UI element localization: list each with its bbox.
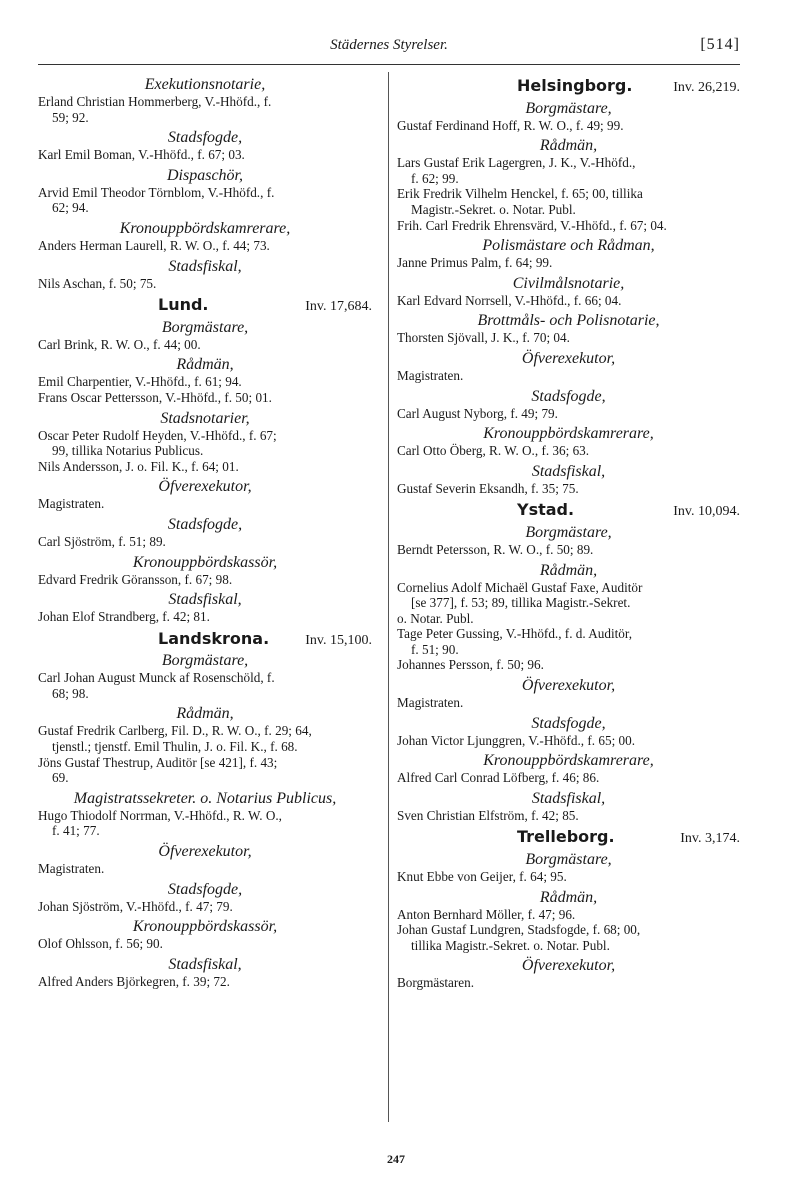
city-population: Inv. 17,684. (305, 299, 372, 315)
official-entry (397, 626, 740, 657)
city-population: Inv. 10,094. (673, 504, 740, 520)
entry-line: Carl Brink, R. W. O., f. 44; 00. (38, 336, 201, 352)
entry-line: Karl Emil Boman, V.-Hhöfd., f. 67; 03. (38, 147, 245, 163)
entry-line: Magistraten. (397, 367, 464, 383)
entry-line: Johan Elof Strandberg, f. 42; 81. (38, 609, 210, 625)
official-entry (397, 443, 740, 459)
entry-line: Carl Otto Öberg, R. W. O., f. 36; 63. (397, 443, 590, 459)
entry-line: Magistraten. (38, 496, 105, 512)
entry-line: Frih. Carl Fredrik Ehrensvärd, V.-Hhöfd., f. 67; 04. (397, 217, 667, 233)
city-name: Lund. (158, 295, 209, 315)
section-heading: Borgmästare, (161, 318, 249, 336)
city-name: Helsingborg. (517, 76, 633, 95)
official-entry (397, 611, 740, 627)
official-entry (38, 723, 372, 754)
page-reference: [514] (700, 36, 740, 53)
official-entry (38, 276, 372, 292)
entry-line: Borgmästaren. (397, 975, 475, 991)
official-entry (397, 481, 740, 497)
official-entry (397, 733, 740, 749)
section-heading: Kronouppbördskassör, (132, 918, 278, 936)
entry-line: Carl August Nyborg, f. 49; 79. (397, 405, 558, 421)
entry-line: Cornelius Adolf Michaël Gustaf Faxe, Auditör (397, 579, 643, 595)
entry-continuation: 99, tillika Notarius Publicus. (52, 443, 204, 459)
official-entry (38, 534, 372, 550)
official-entry (397, 542, 740, 558)
official-entry (397, 695, 740, 711)
official-entry (38, 861, 372, 877)
city-name: Ystad. (517, 500, 575, 520)
official-entry (38, 428, 372, 459)
left-column (38, 72, 372, 989)
entry-line: Alfred Carl Conrad Löfberg, f. 46; 86. (397, 770, 600, 786)
official-entry (38, 936, 372, 952)
entry-line: Alfred Anders Björkegren, f. 39; 72. (38, 973, 230, 989)
official-entry (38, 147, 372, 163)
official-entry (397, 118, 740, 134)
entry-continuation: 59; 92. (52, 109, 89, 125)
entry-line: Anders Herman Laurell, R. W. O., f. 44; 73. (38, 237, 270, 253)
section-heading: Kronouppbördskamrerare, (483, 752, 654, 770)
entry-line: Gustaf Ferdinand Hoff, R. W. O., f. 49; 99. (397, 117, 624, 133)
section-heading: Polismästare och Rådman, (482, 237, 655, 255)
official-entry (397, 330, 740, 346)
section-heading: Stadsfiskal, (168, 257, 242, 275)
entry-line: Magistraten. (38, 861, 105, 877)
section-heading: Rådmän, (539, 888, 598, 906)
entry-line: Janne Primus Palm, f. 64; 99. (397, 255, 553, 271)
section-heading: Borgmästare, (525, 523, 612, 541)
entry-line: Johan Sjöström, V.-Hhöfd., f. 47; 79. (38, 898, 233, 914)
section-heading: Dispaschör, (166, 166, 243, 184)
entry-line: Johan Gustaf Lundgren, Stadsfogde, f. 68; 00, (397, 922, 641, 938)
section-heading: Rådmän, (539, 561, 598, 579)
section-heading: Stadsfiskal, (168, 591, 242, 609)
entry-line: Magistraten. (397, 695, 464, 711)
section-heading: Rådmän, (176, 705, 234, 723)
official-entry (38, 374, 372, 390)
entry-line: Nils Andersson, J. o. Fil. K., f. 64; 01. (38, 458, 239, 474)
entry-line: Carl Sjöström, f. 51; 89. (38, 533, 166, 549)
entry-line: Gustaf Fredrik Carlberg, Fil. D., R. W. O., f. 29; 64, (38, 723, 312, 739)
city-heading (38, 297, 372, 315)
section-heading: Stadsfiskal, (168, 955, 242, 973)
page-header (38, 34, 740, 58)
entry-continuation: 68; 98. (52, 685, 89, 701)
section-heading: Stadsfogde, (167, 880, 243, 898)
entry-continuation: 69. (52, 770, 69, 786)
entry-line: Knut Ebbe von Geijer, f. 64; 95. (397, 869, 567, 885)
city-heading (397, 502, 740, 520)
official-entry (397, 770, 740, 786)
entry-continuation: f. 62; 99. (411, 170, 459, 186)
section-heading: Öfverexekutor, (158, 843, 252, 861)
entry-continuation: Magistr.-Sekret. o. Notar. Publ. (411, 201, 576, 217)
section-heading: Magistratssekreter. o. Notarius Publicus, (73, 789, 337, 807)
city-population: Inv. 3,174. (680, 831, 740, 847)
official-entry (397, 580, 740, 611)
official-entry (38, 459, 372, 475)
entry-line: Olof Ohlsson, f. 56; 90. (38, 936, 163, 952)
page-title: Städernes Styrelser. (330, 37, 448, 53)
city-name: Trelleborg. (517, 827, 615, 847)
official-entry (38, 899, 372, 915)
entry-line: Johan Victor Ljunggren, V.-Hhöfd., f. 65; 00. (397, 732, 636, 748)
entry-line: Oscar Peter Rudolf Heyden, V.-Hhöfd., f. 67; (38, 427, 277, 443)
official-entry (397, 975, 740, 991)
official-entry (38, 390, 372, 406)
entry-line: Johannes Persson, f. 50; 96. (397, 657, 544, 673)
city-heading (397, 829, 740, 847)
section-heading: Rådmän, (539, 137, 598, 155)
entry-line: Lars Gustaf Erik Lagergren, J. K., V.-Hhöfd., (397, 155, 636, 171)
page-footer-number: 247 (387, 1152, 405, 1166)
entry-line: Arvid Emil Theodor Törnblom, V.-Hhöfd., f. (38, 184, 275, 200)
entry-line: Sven Christian Elfström, f. 42; 85. (397, 807, 579, 823)
official-entry (397, 406, 740, 422)
city-population: Inv. 15,100. (305, 632, 372, 648)
official-entry (397, 218, 740, 234)
entry-line: Gustaf Severin Eksandh, f. 35; 75. (397, 480, 579, 496)
entry-line: Edvard Fredrik Göransson, f. 67; 98. (38, 571, 233, 587)
entry-line: o. Notar. Publ. (397, 610, 474, 626)
section-heading: Kronouppbördskamrerare, (483, 425, 654, 443)
section-heading: Stadsfogde, (531, 387, 606, 405)
official-entry (397, 869, 740, 885)
section-heading: Kronouppbördskamrerare, (119, 219, 291, 237)
official-entry (38, 670, 372, 701)
official-entry (38, 496, 372, 512)
section-heading: Öfverexekutor, (521, 957, 616, 975)
section-heading: Brottmåls- och Polisnotarie, (477, 312, 660, 330)
entry-continuation: tillika Magistr.-Sekret. o. Notar. Publ. (411, 937, 610, 953)
entry-line: Hugo Thiodolf Norrman, V.-Hhöfd., R. W. O., (38, 807, 282, 823)
section-heading: Stadsfogde, (167, 515, 243, 533)
section-heading: Stadsfiskal, (531, 789, 606, 807)
entry-line: Frans Oscar Pettersson, V.-Hhöfd., f. 50; 01. (38, 389, 272, 405)
entry-line: Berndt Petersson, R. W. O., f. 50; 89. (397, 541, 594, 557)
entry-line: Nils Aschan, f. 50; 75. (38, 275, 157, 291)
official-entry (38, 755, 372, 786)
official-entry (38, 974, 372, 990)
official-entry (38, 808, 372, 839)
official-entry (397, 293, 740, 309)
section-heading: Öfverexekutor, (521, 349, 616, 367)
section-heading: Stadsfiskal, (531, 462, 606, 480)
entry-continuation: 62; 94. (52, 200, 89, 216)
right-column (397, 72, 740, 991)
column-divider (388, 72, 389, 1122)
section-heading: Stadsfogde, (531, 714, 606, 732)
section-heading: Exekutionsnotarie, (144, 76, 266, 93)
section-heading: Borgmästare, (525, 99, 612, 117)
official-entry (38, 572, 372, 588)
entry-line: Erik Fredrik Vilhelm Henckel, f. 65; 00, tillika (397, 186, 643, 202)
entry-line: Jöns Gustaf Thestrup, Auditör [se 421], f. 43; (38, 754, 278, 770)
entry-line: Tage Peter Gussing, V.-Hhöfd., f. d. Auditör, (397, 626, 633, 642)
entry-line: Anton Bernhard Möller, f. 47; 96. (397, 906, 576, 922)
official-entry (397, 657, 740, 673)
section-heading: Kronouppbördskassör, (132, 553, 278, 571)
city-heading (397, 78, 740, 96)
section-heading: Stadsfogde, (167, 129, 243, 147)
header-rule (38, 64, 740, 65)
entry-line: Karl Edvard Norrsell, V.-Hhöfd., f. 66; 04. (397, 292, 622, 308)
section-heading: Öfverexekutor, (521, 677, 616, 695)
city-name: Landskrona. (158, 628, 270, 648)
official-entry (38, 337, 372, 353)
official-entry (397, 155, 740, 186)
entry-continuation: f. 51; 90. (411, 641, 459, 657)
official-entry (397, 922, 740, 953)
section-heading: Rådmän, (176, 356, 234, 374)
section-heading: Borgmästare, (161, 652, 249, 670)
official-entry (397, 907, 740, 923)
entry-continuation: tjenstl.; tjenstf. Emil Thulin, J. o. Fil. K., f. 68. (52, 739, 298, 755)
entry-line: Emil Charpentier, V.-Hhöfd., f. 61; 94. (38, 374, 242, 390)
entry-line: Carl Johan August Munck af Rosenschöld, f. (38, 670, 275, 686)
entry-line: Erland Christian Hommerberg, V.-Hhöfd., f. (38, 94, 272, 109)
official-entry (38, 185, 372, 216)
official-entry (397, 255, 740, 271)
section-heading: Öfverexekutor, (158, 478, 252, 496)
entry-continuation: [se 377], f. 53; 89, tillika Magistr.-Sekret. (411, 595, 631, 611)
section-heading: Civilmålsnotarie, (512, 274, 625, 292)
official-entry (38, 94, 372, 125)
official-entry (397, 186, 740, 217)
city-population: Inv. 26,219. (673, 80, 740, 95)
entry-line: Thorsten Sjövall, J. K., f. 70; 04. (397, 330, 570, 346)
city-heading (38, 628, 372, 649)
section-heading: Borgmästare, (525, 851, 612, 869)
entry-continuation: f. 41; 77. (52, 823, 100, 839)
official-entry (397, 368, 740, 384)
official-entry (397, 808, 740, 824)
section-heading: Stadsnotarier, (160, 409, 250, 427)
official-entry (38, 609, 372, 625)
official-entry (38, 238, 372, 254)
